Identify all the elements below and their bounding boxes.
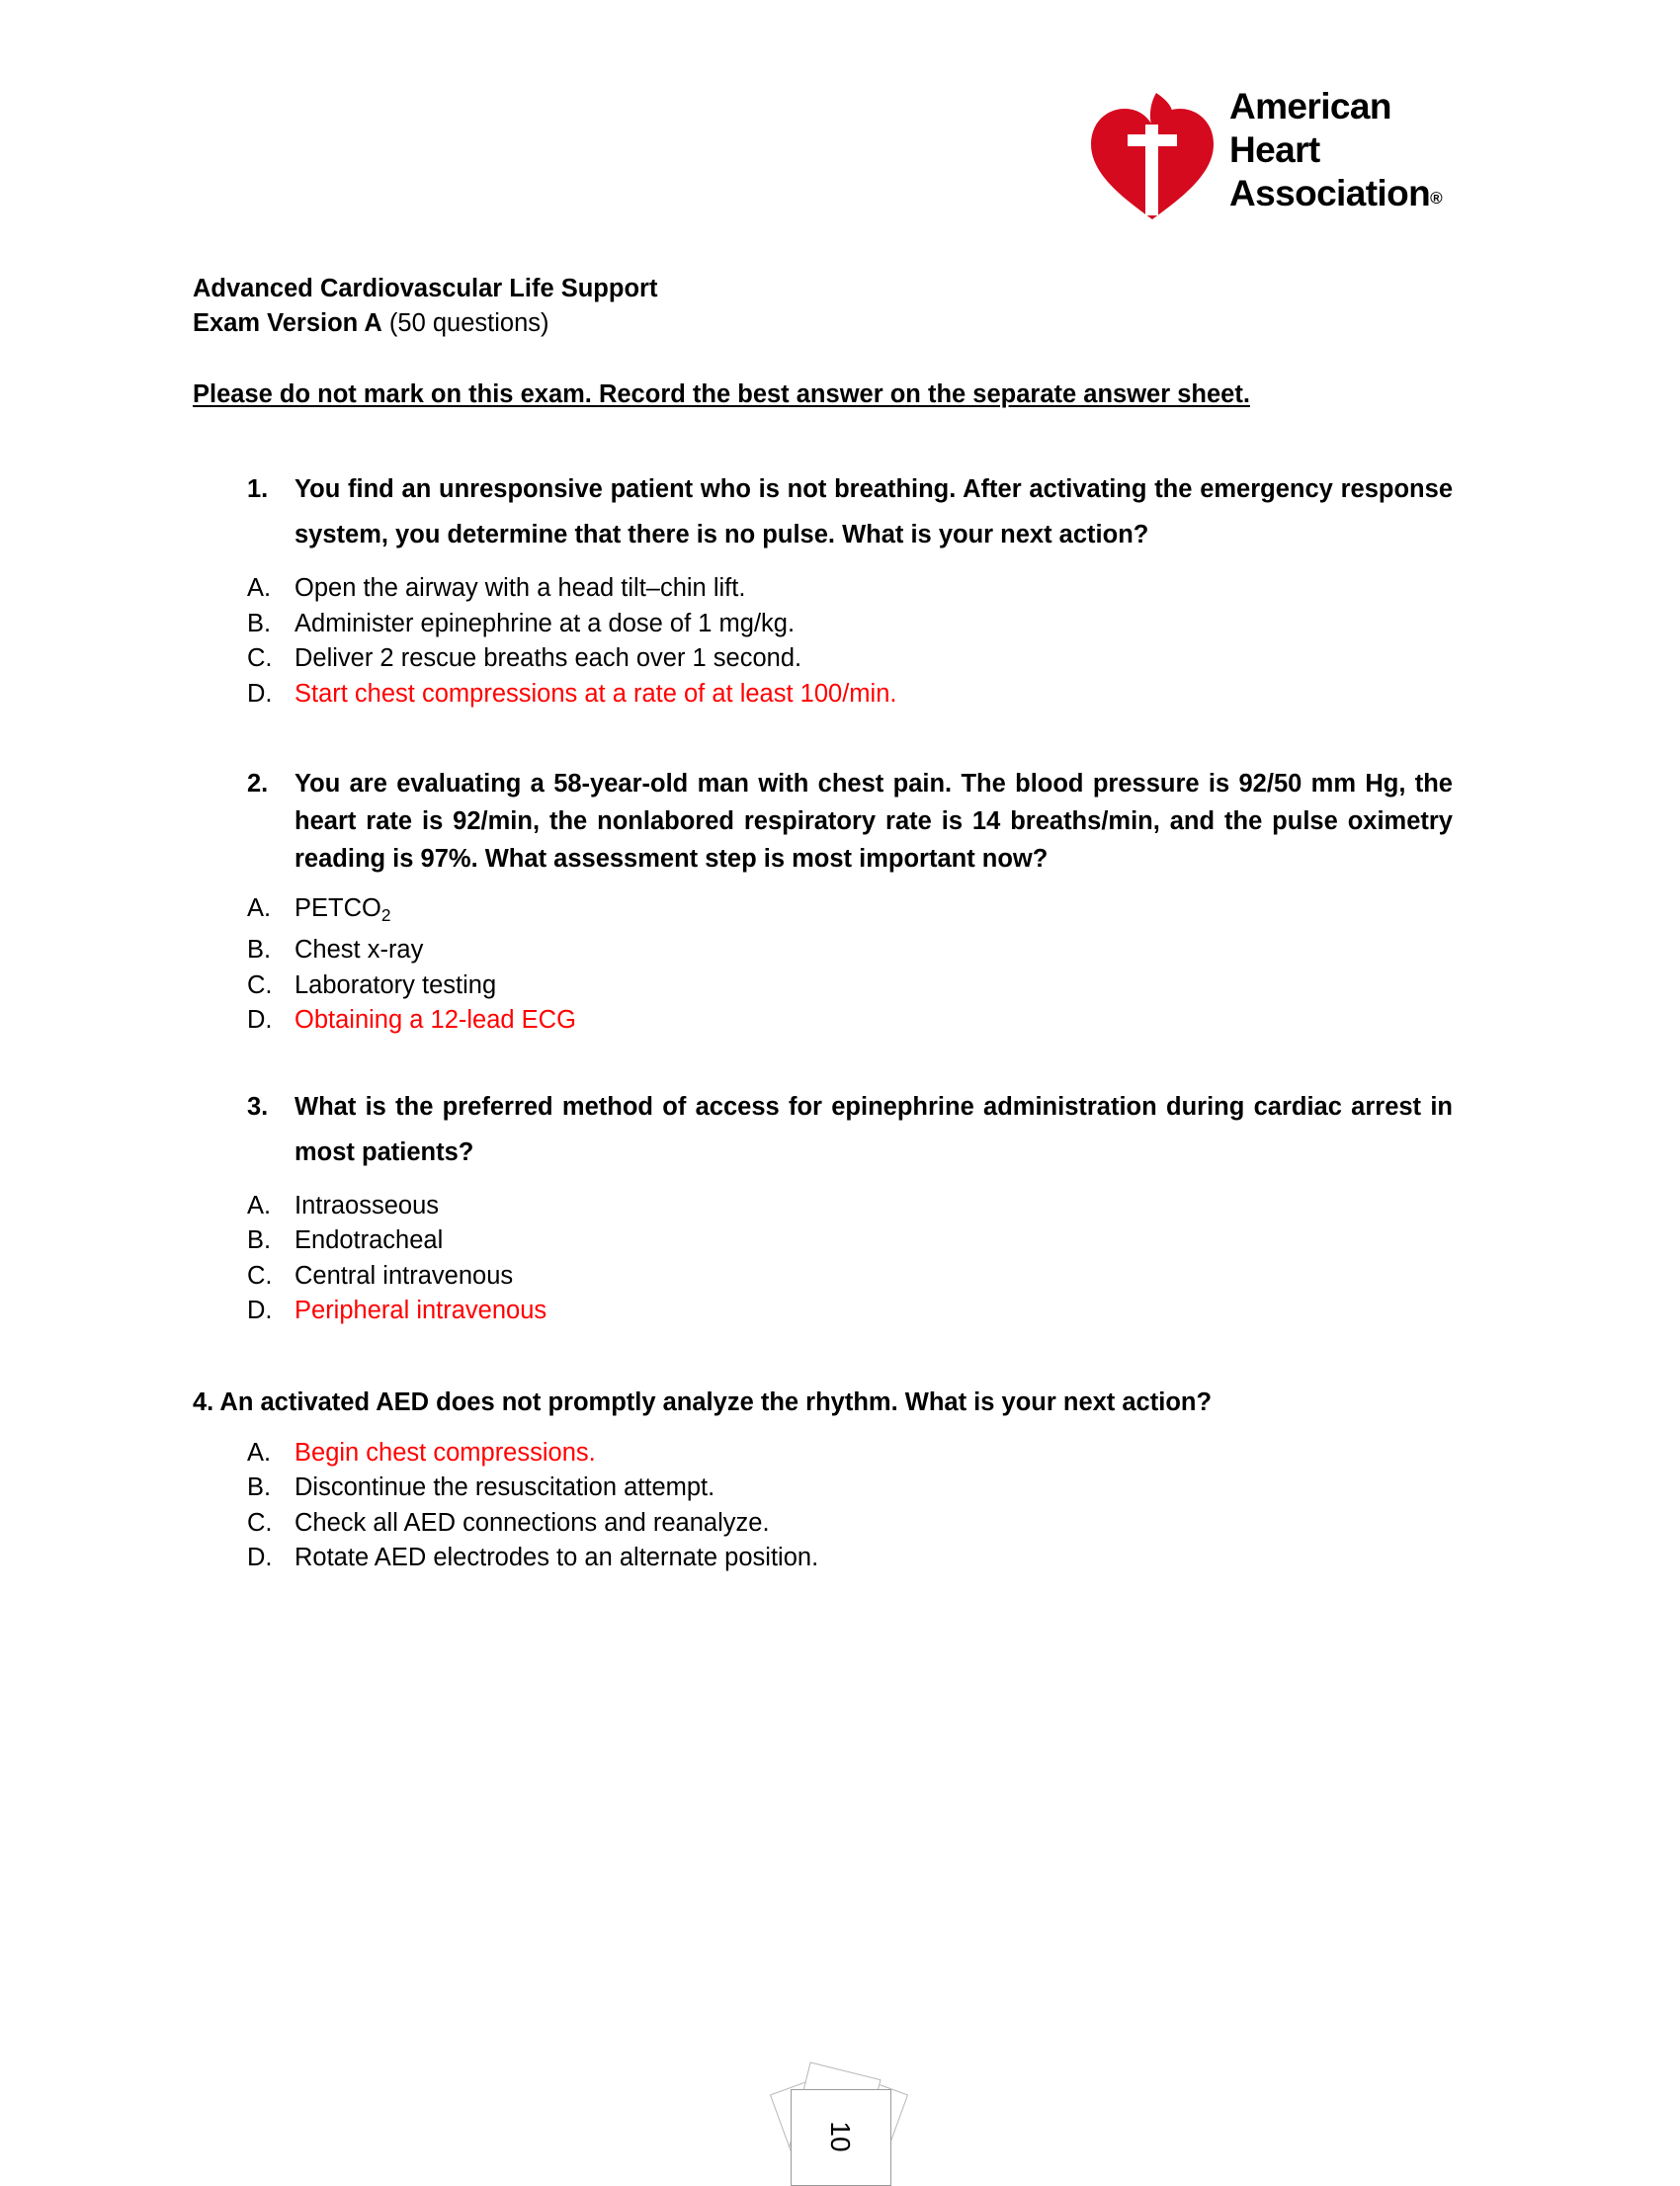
option-letter: D. (247, 1297, 273, 1325)
course-title (193, 272, 1453, 306)
option-letter: D. (247, 1006, 273, 1035)
option-text: Laboratory testing (294, 970, 497, 999)
option-row[interactable] (247, 968, 1453, 1004)
option-text: Administer epinephrine at a dose of 1 mg/kg. (294, 609, 796, 637)
option-row[interactable] (247, 1223, 1453, 1259)
logo-line-association: Association® (1229, 173, 1443, 213)
option-text: Intraosseous (294, 1191, 440, 1219)
exam-version-line (193, 306, 1453, 341)
option-text: Central intravenous (294, 1261, 514, 1290)
question-2-options (193, 891, 1453, 1039)
option-letter: B. (247, 1226, 272, 1255)
option-text-correct-answer: Start chest compressions at a rate of at least 100/min. (294, 679, 897, 708)
question-3-options (193, 1189, 1453, 1329)
american-heart-association-logo (1083, 77, 1478, 235)
option-text: Deliver 2 rescue breaths each over 1 second. (294, 644, 802, 672)
logo-line-heart: Heart (1229, 129, 1320, 170)
option-text-correct-answer: Obtaining a 12-lead ECG (294, 1006, 576, 1035)
option-letter: C. (247, 1261, 273, 1290)
option-row[interactable] (247, 607, 1453, 642)
option-row[interactable] (247, 1471, 1453, 1506)
question-1-text-block (193, 466, 1453, 557)
question-1-number: 1. (247, 475, 269, 503)
option-text-petco2: $PETCO_2$ (294, 894, 391, 925)
course-title-text: Advanced Cardiovascular Life Support (193, 275, 658, 302)
question-3-number: 3. (247, 1092, 269, 1121)
option-letter: B. (247, 1473, 272, 1502)
question-3-text: What is the preferred method of access for epinephrine administration during cardiac arrest in most patients? (294, 1092, 1453, 1166)
option-letter: C. (247, 644, 273, 672)
spacer (193, 1039, 1453, 1084)
option-row[interactable] (247, 1003, 1453, 1039)
option-text-correct-answer: Begin chest compressions. (294, 1438, 596, 1467)
option-letter: A. (247, 1191, 272, 1219)
option-row[interactable] (247, 1506, 1453, 1542)
option-letter: C. (247, 1508, 273, 1537)
exam-instruction: Please do not mark on this exam. Record the best answer on the separate answer sheet. (193, 380, 1250, 408)
exam-content (193, 272, 1453, 1576)
page-footer (0, 1996, 1680, 2174)
question-list (193, 466, 1453, 1576)
option-letter: D. (247, 1544, 273, 1572)
question-4-options (193, 1436, 1453, 1576)
option-text: Endotracheal (294, 1226, 444, 1255)
option-letter: D. (247, 679, 273, 708)
option-letter: A. (247, 894, 272, 922)
option-row[interactable] (247, 933, 1453, 968)
option-letter: C. (247, 970, 273, 999)
option-text: Open the airway with a head tilt–chin lift. (294, 574, 746, 602)
question-1-text: You find an unresponsive patient who is not breathing. After activating the emergency response system, you determine that there is no pulse. What is your next action? (294, 475, 1453, 548)
spacer (193, 1329, 1453, 1383)
question-3-text-block (193, 1084, 1453, 1175)
option-letter: B. (247, 936, 272, 965)
option-letter: B. (247, 609, 272, 637)
question-2-text: You are evaluating a 58-year-old man with chest pain. The blood pressure is 92/50 mm Hg, the heart rate is 92/min, the nonlabored respiratory rate is 14 breaths/min, and the pulse oximetry reading is 97%. What assessment step is most important now? (294, 770, 1453, 873)
exam-version-label: Exam Version A (193, 309, 382, 337)
registered-trademark-icon: ® (1430, 189, 1443, 208)
option-row[interactable] (247, 891, 1453, 933)
exam-question-count: (50 questions) (388, 309, 549, 337)
option-letter: A. (247, 574, 272, 602)
option-row[interactable] (247, 1436, 1453, 1471)
option-text: Check all AED connections and reanalyze. (294, 1508, 770, 1537)
option-text: Chest x-ray (294, 936, 424, 965)
page-number: 10 (825, 2121, 856, 2152)
option-row[interactable] (247, 641, 1453, 677)
option-text: Rotate AED electrodes to an alternate position. (294, 1544, 819, 1572)
spacer (193, 712, 1453, 765)
question-item (193, 765, 1453, 1039)
option-text-correct-answer: Peripheral intravenous (294, 1297, 547, 1325)
logo-wordmark (1229, 85, 1476, 220)
question-4-text: An activated AED does not promptly analyze the rhythm. What is your next action? (219, 1387, 1213, 1416)
question-item (193, 1383, 1453, 1576)
question-1-options (193, 571, 1453, 712)
question-4-text-block (193, 1383, 1453, 1422)
option-row[interactable] (247, 1294, 1453, 1329)
option-row[interactable] (247, 1541, 1453, 1576)
page-number-stack-icon (781, 2056, 899, 2184)
question-item (193, 1084, 1453, 1329)
option-row[interactable] (247, 1189, 1453, 1224)
question-item (193, 466, 1453, 712)
question-2-number: 2. (247, 770, 269, 798)
option-row[interactable] (247, 677, 1453, 713)
option-row[interactable] (247, 1259, 1453, 1295)
question-2-text-block (193, 765, 1453, 878)
option-letter: A. (247, 1438, 272, 1467)
option-row[interactable] (247, 571, 1453, 607)
option-text: Discontinue the resuscitation attempt. (294, 1473, 715, 1502)
logo-line-american: American (1229, 86, 1391, 126)
heart-torch-icon (1083, 87, 1221, 225)
question-4-number: 4. (193, 1387, 214, 1416)
